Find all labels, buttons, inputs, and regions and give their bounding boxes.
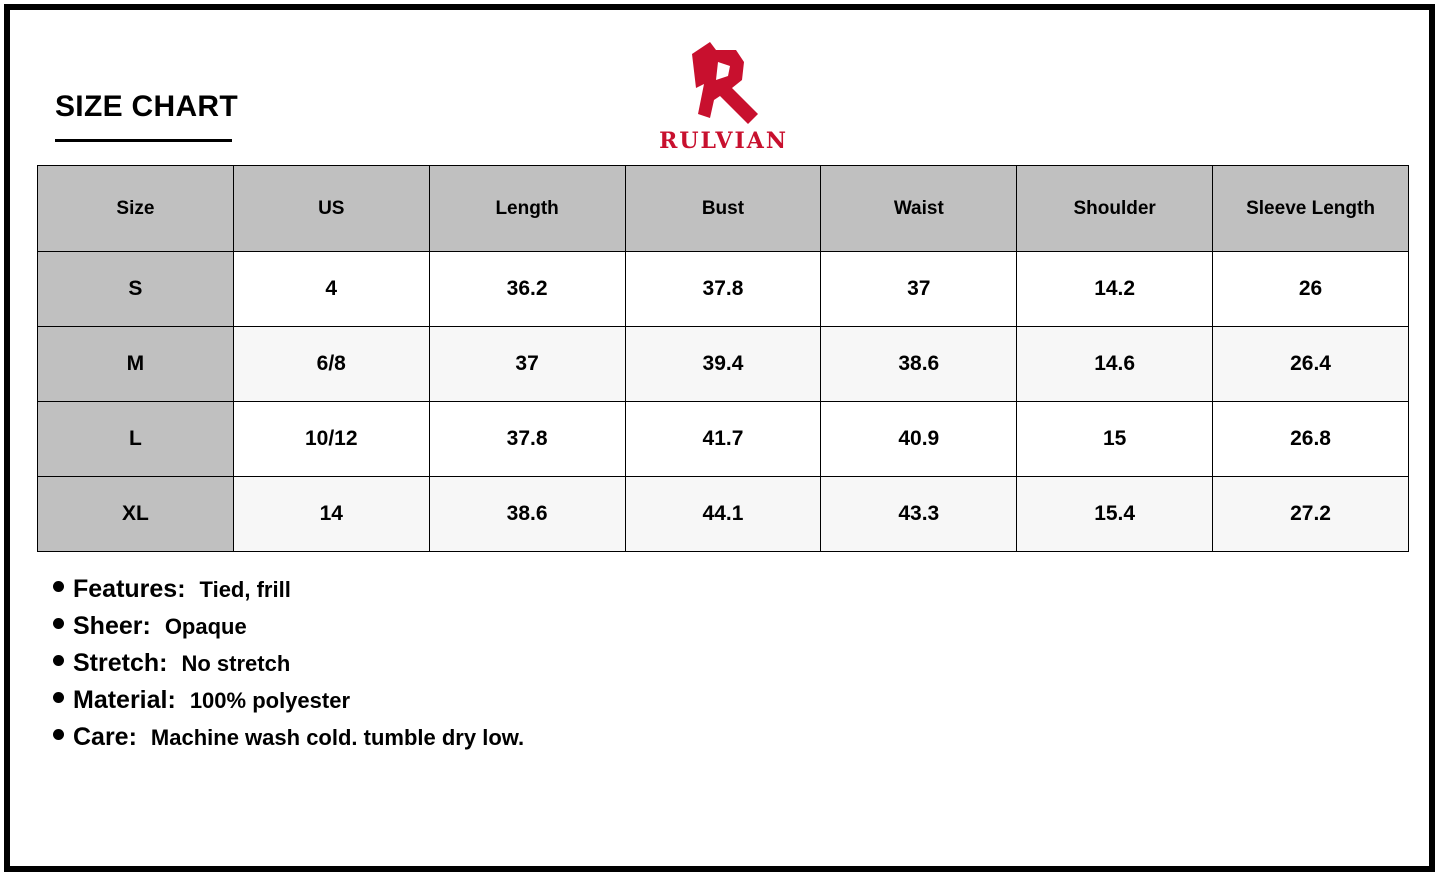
feature-value: 100% polyester (189, 688, 351, 713)
bullet-icon (53, 581, 64, 592)
column-header: Bust (625, 166, 821, 252)
feature-value: No stretch (181, 651, 291, 676)
product-features (53, 575, 524, 760)
column-header: Waist (821, 166, 1017, 252)
table-cell: 14.6 (1017, 327, 1213, 402)
r-logo-icon (686, 40, 761, 126)
table-cell: 10/12 (233, 402, 429, 477)
feature-key: Sheer: (73, 612, 151, 640)
table-cell: 40.9 (821, 402, 1017, 477)
table-header-row (38, 166, 1409, 252)
table-cell: 38.6 (429, 477, 625, 552)
column-header: US (233, 166, 429, 252)
column-header: Sleeve Length (1213, 166, 1409, 252)
table-row (38, 252, 1409, 327)
column-header: Size (38, 166, 234, 252)
table-row (38, 402, 1409, 477)
table-cell: 27.2 (1213, 477, 1409, 552)
table-cell: 26.8 (1213, 402, 1409, 477)
brand-logo (651, 40, 796, 152)
table-cell: 37 (821, 252, 1017, 327)
bullet-icon (53, 655, 64, 666)
table-row (38, 327, 1409, 402)
table-cell: 37.8 (429, 402, 625, 477)
feature-item (53, 612, 524, 649)
table-cell: 15 (1017, 402, 1213, 477)
table-cell: 38.6 (821, 327, 1017, 402)
feature-value: Opaque (164, 614, 247, 639)
size-cell: L (38, 402, 234, 477)
table-cell: 15.4 (1017, 477, 1213, 552)
title-underline (55, 139, 232, 142)
feature-item (53, 723, 524, 760)
size-cell: M (38, 327, 234, 402)
table-cell: 36.2 (429, 252, 625, 327)
table-cell: 26 (1213, 252, 1409, 327)
table-row (38, 477, 1409, 552)
table-cell: 44.1 (625, 477, 821, 552)
feature-key: Stretch: (73, 649, 168, 677)
table-cell: 26.4 (1213, 327, 1409, 402)
bullet-icon (53, 618, 64, 629)
feature-value: Tied, frill (199, 577, 291, 602)
feature-key: Care: (73, 723, 137, 751)
column-header: Length (429, 166, 625, 252)
table-cell: 41.7 (625, 402, 821, 477)
bullet-icon (53, 729, 64, 740)
table-cell: 14 (233, 477, 429, 552)
size-table (37, 165, 1409, 552)
table-cell: 39.4 (625, 327, 821, 402)
feature-key: Features: (73, 575, 186, 603)
page-title: SIZE CHART (55, 90, 238, 123)
feature-item (53, 575, 524, 612)
table-cell: 37 (429, 327, 625, 402)
size-cell: XL (38, 477, 234, 552)
size-cell: S (38, 252, 234, 327)
feature-key: Material: (73, 686, 176, 714)
table-cell: 14.2 (1017, 252, 1213, 327)
feature-item (53, 649, 524, 686)
table-cell: 43.3 (821, 477, 1017, 552)
column-header: Shoulder (1017, 166, 1213, 252)
table-cell: 6/8 (233, 327, 429, 402)
feature-value: Machine wash cold. tumble dry low. (150, 725, 525, 750)
table-cell: 37.8 (625, 252, 821, 327)
brand-name: RULVIAN (659, 128, 788, 154)
feature-item (53, 686, 524, 723)
table-cell: 4 (233, 252, 429, 327)
bullet-icon (53, 692, 64, 703)
